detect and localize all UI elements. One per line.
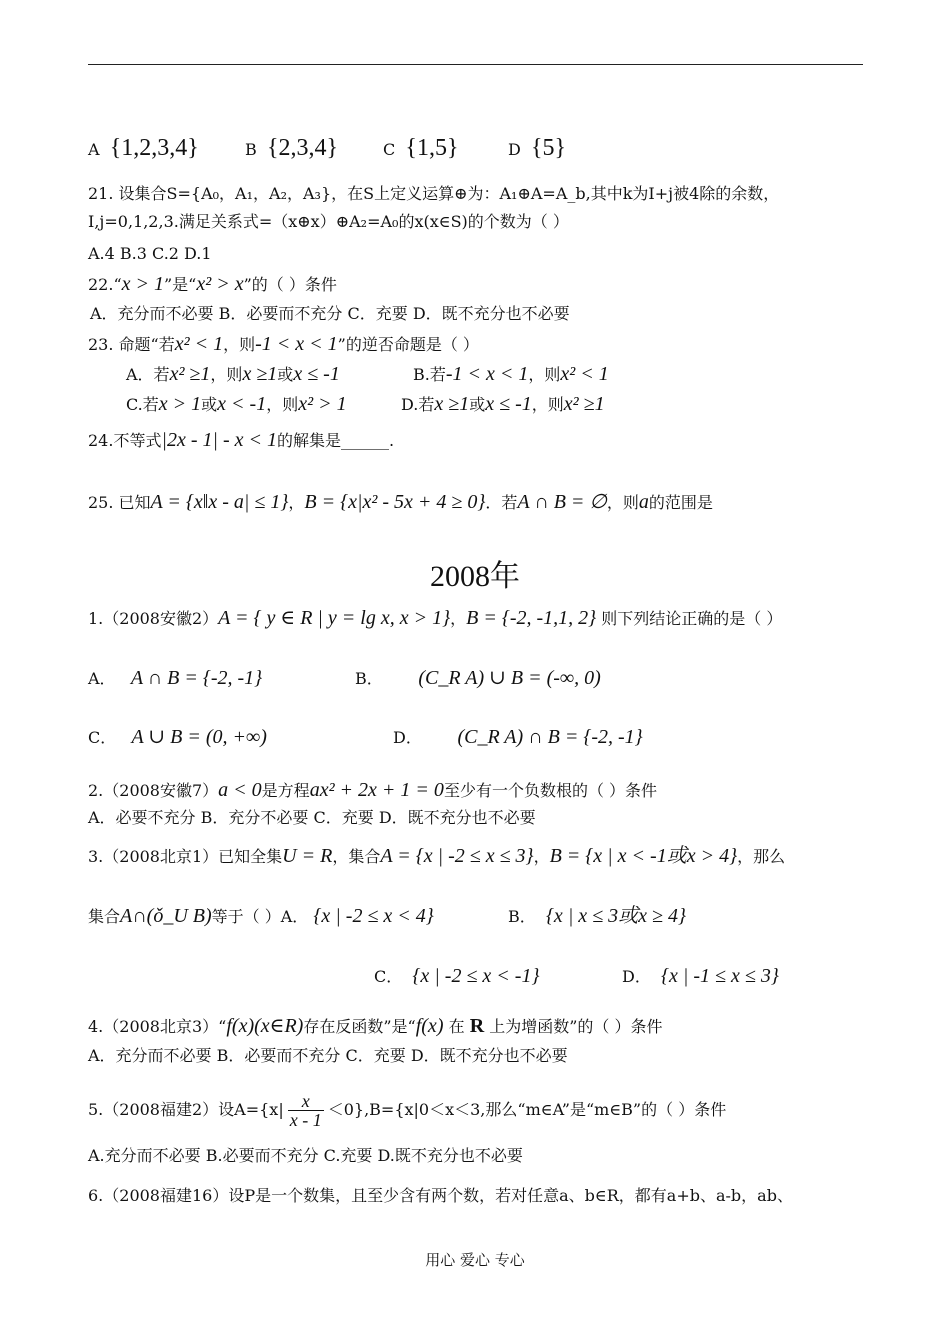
p3-option-b: B． {x | x ≤ 3或x ≥ 4} xyxy=(508,905,687,927)
p4-options: A．充分而不必要 B．必要而不充分 C．充要 D．既不充分也不必要 xyxy=(88,1046,568,1065)
p5-numerator: x xyxy=(288,1092,324,1111)
p2-stem: 2.（2008安徽7）a < 0是方程ax² + 2x + 1 = 0至少有一个负数根的（ ）条件 xyxy=(88,779,658,801)
q25-stem: 25. 已知A = {x‖x - a| ≤ 1}，B = {x|x² - 5x + 4 ≥ 0}．若A ∩ B = ∅，则a的范围是 xyxy=(88,491,713,513)
q21-line2: I,j=0,1,2,3.满足关系式=（x⊕x）⊕A₂=A₀的x(x∈S)的个数为（ ） xyxy=(88,212,569,231)
q20-option-d: D {5} xyxy=(508,135,567,161)
q20-option-b: B {2,3,4} xyxy=(245,135,338,161)
p1-option-d: D． (C_R A) ∩ B = {-2, -1} xyxy=(393,726,643,748)
p1-option-c: C． A ∪ B = (0, +∞) xyxy=(88,726,267,748)
q22-stem: 22.“x > 1”是“x² > x”的（ ）条件 xyxy=(88,273,337,295)
q23-option-d: D.若x ≥1或x ≤ -1，则x² ≥1 xyxy=(401,393,605,415)
q24-stem: 24.不等式|2x - 1| - x < 1的解集是______. xyxy=(88,429,395,451)
q22-options: A．充分而不必要 B．必要而不充分 C．充要 D．既不充分也不必要 xyxy=(90,304,570,323)
header-rule xyxy=(88,64,863,65)
q23-option-b: B.若-1 < x < 1，则x² < 1 xyxy=(413,363,609,385)
q23-option-c: C.若x > 1或x < -1，则x² > 1 xyxy=(126,393,347,415)
p1-option-a: A． A ∩ B = {-2, -1} xyxy=(88,667,263,689)
p4-stem: 4.（2008北京3）“f(x)(x∈R)存在反函数”是“f(x) 在 R 上为增函数”的（ ）条件 xyxy=(88,1015,663,1037)
p1-stem: 1.（2008安徽2）A = { y ∈ R | y = lg x, x > 1}，B = {-2, -1,1, 2} 则下列结论正确的是（ ） xyxy=(88,607,783,629)
q21-line1: 21. 设集合S={A₀，A₁，A₂，A₃}，在S上定义运算⊕为：A₁⊕A=A_b,其中k为I+j被4除的余数， xyxy=(88,184,780,203)
p3-option-d: D． {x | -1 ≤ x ≤ 3} xyxy=(622,965,779,987)
q21-options: A.4 B.3 C.2 D.1 xyxy=(88,244,212,263)
q20-option-c: C {1,5} xyxy=(383,135,459,161)
p3-stem-line2: 集合A∩(ǒ_U B)等于（ ）A． {x | -2 ≤ x < 4} xyxy=(88,905,434,927)
year-heading: 2008年 xyxy=(430,560,520,593)
p6-stem: 6.（2008福建16）设P是一个数集，且至少含有两个数，若对任意a、b∈R，都有a+b、a-b，ab、 xyxy=(88,1186,793,1205)
p3-option-c: C． {x | -2 ≤ x < -1} xyxy=(374,965,540,987)
page-footer: 用心 爱心 专心 xyxy=(425,1251,525,1269)
q23-option-a: A．若x² ≥1，则x ≥1或x ≤ -1 xyxy=(126,363,340,385)
p1-option-b: B． (C_R A) ∪ B = (-∞, 0) xyxy=(355,667,601,689)
p2-options: A．必要不充分 B．充分不必要 C．充要 D．既不充分也不必要 xyxy=(88,808,536,827)
p5-denominator: x - 1 xyxy=(289,1110,322,1130)
q20-option-a: A {1,2,3,4} xyxy=(88,135,199,161)
p5-options: A.充分而不必要 B.必要而不充分 C.充要 D.既不充分也不必要 xyxy=(88,1146,523,1165)
p5-stem: 5.（2008福建2）设A={x| $\frac{x}{x - 1}$ ＜0},B={x|0＜x＜3,那么“m∈A”是“m∈B”的（ ）条件 xyxy=(88,1091,727,1130)
p3-stem-line1: 3.（2008北京1）已知全集U = R，集合A = {x | -2 ≤ x ≤ 3}，B = {x | x < -1或x > 4}，那么 xyxy=(88,845,786,867)
q23-stem: 23. 命题“若x² < 1，则-1 < x < 1”的逆否命题是（ ） xyxy=(88,333,479,355)
